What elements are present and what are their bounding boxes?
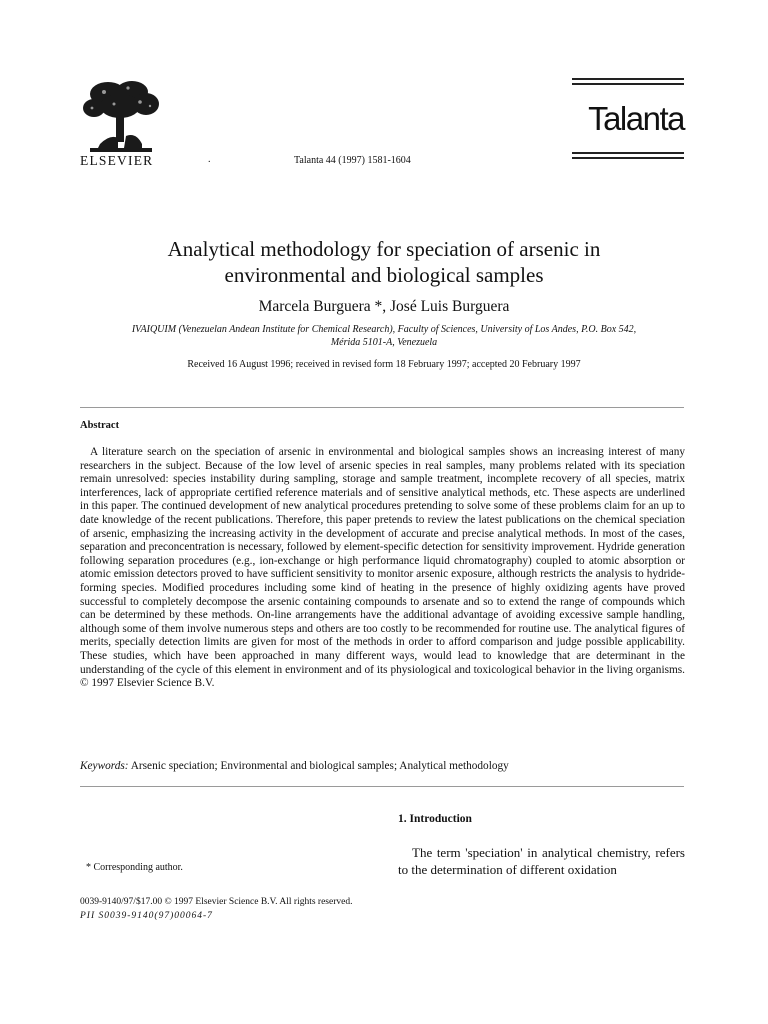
abstract-body: A literature search on the speciation of arsenic in environmental and biological samples shows an increasing interest of many researchers in the subject. Because of the low level of arsenic species in real samples, many problems related with its speciation remain unresolved: species instability during sampling, storage and sample treatment, incomplete recovery of all species, matrix interferences, lack of appropriate certified reference materials and of sensitive analytical methods, etc. These aspects are underlined in this paper. The continued development of new analytical procedures pretending to solve some of these problems claim for an up to date knowledge of the recent publications. Therefore, this paper pretends to review the latest publications on the chemical speciation of arsenic, emphasizing the increasing activity in the development of accurate and precise analytical methods. In most of the cases, separation and preconcentration is necessary, followed by element-specific detection for sensitivity improvement. Hydride generation following separation procedures (e.g., ion-exchange or high performance liquid chromatography) coupled to atomic absorption or atomic emission detectors proved to have sufficient sensitivity to monitor arsenic exposure, although restricts the analysis to hydride-forming species. Modified procedures including some kind of heating in the presence of highly oxidizing agents have proved successful to completely decompose the arsenic containing compounds to arsenate and so to extend the range of compounds which can be determined by these methods. On-line arrangements have the additional advantage of avoiding excessive sample handling, although some of them involve numerous steps and others are too costly to be recommended for routine use. The analytical figures of merits, specially detection limits are given for most of the methods in order to afford comparison and judge possible applicability. These studies, which have been approached in many different ways, would lead to knowledge that are determinant in the understanding of the cycle of this element in environment and of its physiological and toxicological behavior in the living organisms. © 1997 Elsevier Science B.V. — [80, 446, 685, 690]
affiliation — [84, 323, 684, 349]
publisher-name: ELSEVIER — [80, 153, 154, 168]
divider-top — [80, 407, 684, 408]
keywords-text: Arsenic speciation; Environmental and biological samples; Analytical methodology — [128, 760, 509, 772]
elsevier-tree-logo — [80, 78, 162, 154]
keywords-label: Keywords: — [80, 760, 129, 772]
affiliation-line-2: Mérida 5101-A, Venezuela — [330, 337, 438, 348]
authors: Marcela Burguera *, José Luis Burguera — [258, 298, 510, 315]
header-rule-bottom — [572, 152, 684, 154]
header-rule-top-2 — [572, 83, 684, 85]
copyright-line: 0039-9140/97/$17.00 © 1997 Elsevier Science B.V. All rights reserved. — [80, 897, 353, 907]
introduction-heading: 1. Introduction — [398, 813, 472, 825]
article-title-line-1: Analytical methodology for speciation of arsenic in — [167, 237, 601, 261]
received-dates: Received 16 August 1996; received in revised form 18 February 1997; accepted 20 February 1997 — [187, 359, 581, 370]
header-rule-bottom-2 — [572, 157, 684, 159]
keywords — [80, 760, 685, 772]
affiliation-line-1: IVAIQUIM (Venezuelan Andean Institute for Chemical Research), Faculty of Sciences, University of Los Andes, P.O. Box 542, — [131, 324, 637, 335]
corresponding-author-footnote: * Corresponding author. — [86, 862, 183, 873]
header-rule-top — [572, 78, 684, 80]
introduction-body: The term 'speciation' in analytical chemistry, refers to the determination of different oxidation — [398, 845, 685, 877]
abstract-heading: Abstract — [80, 420, 120, 431]
article-title-line-2: environmental and biological samples — [224, 263, 544, 287]
separator-dot: . — [208, 154, 211, 165]
article-title — [100, 236, 668, 288]
journal-citation: Talanta 44 (1997) 1581-1604 — [294, 155, 411, 166]
pii-identifier: PII S0039-9140(97)00064-7 — [80, 911, 213, 921]
journal-title: Talanta — [588, 100, 684, 137]
divider-bottom — [80, 786, 684, 787]
